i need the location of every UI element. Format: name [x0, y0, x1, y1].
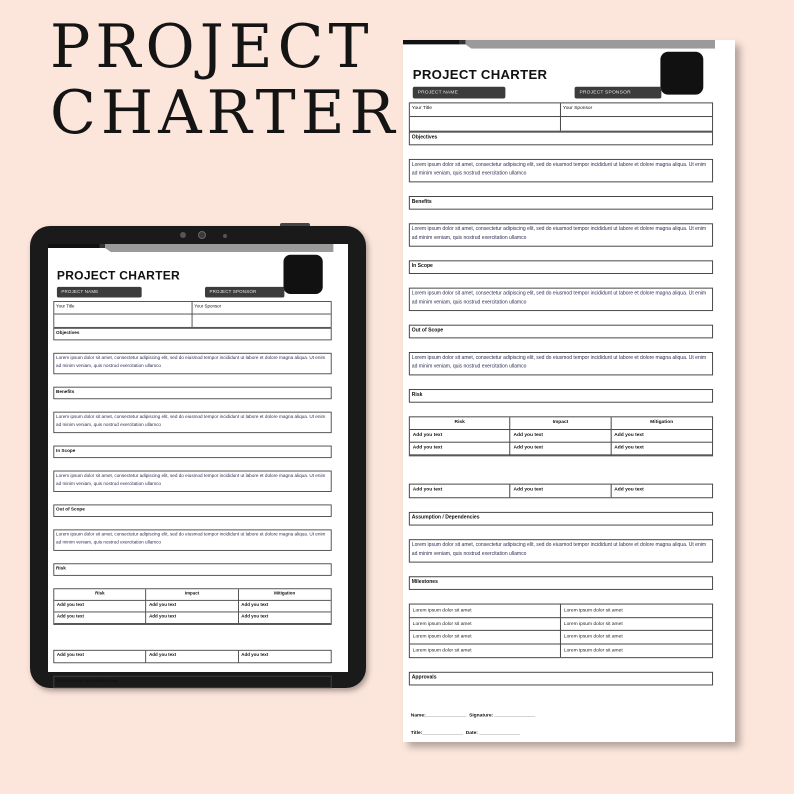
mitigation-cell[interactable]: Add you text [611, 430, 712, 443]
tablet-charter-page [48, 244, 348, 684]
out-of-scope-heading: Out of Scope [53, 504, 331, 516]
page-break-gap [53, 625, 331, 650]
benefits-heading: Benefits [53, 387, 331, 399]
your-sponsor-field[interactable]: Your Sponsor [193, 302, 331, 314]
spacer [409, 338, 713, 352]
spacer [409, 498, 713, 512]
meta-row [57, 287, 284, 298]
assumption-heading: Assumption / Dependencies [53, 676, 331, 688]
out-of-scope-text[interactable]: Lorem ipsum dolor sit amet, consectetur adipiscing elit, sed do eiusmod tempor incididunt ut labore et dolore magna aliqua. Ut enim ad minim veniam, quis nostrud exercitation ullamco [409, 352, 713, 375]
mitigation-cell[interactable]: Add you text [614, 486, 644, 493]
hero-title [50, 14, 400, 146]
assumption-text[interactable]: Lorem ipsum dolor sit amet, consectetur adipiscing elit, sed do eiusmod tempor incididunt ut labore et dolore magna aliqua. Ut enim ad minim veniam, quis nostrud exercitation ullamco [409, 539, 713, 562]
approvals-heading: Approvals [409, 672, 713, 686]
risk-table [409, 416, 713, 456]
risk-heading: Risk [409, 389, 713, 403]
benefits-text[interactable]: Lorem ipsum dolor sit amet, consectetur adipiscing elit, sed do eiusmod tempor incididunt ut labore et dolore magna aliqua. Ut enim ad minim veniam, quis nostrud exercitation ullamco [409, 223, 713, 246]
risk-table [53, 588, 331, 625]
spacer [53, 340, 331, 352]
spacer [53, 433, 331, 445]
sponsor-value-field[interactable] [561, 117, 712, 131]
title-sponsor-grid [53, 301, 331, 328]
out-of-scope-heading: Out of Scope [409, 325, 713, 339]
your-title-field[interactable]: Your Title [54, 302, 192, 314]
sponsor-value-field[interactable] [193, 314, 331, 326]
spacer [409, 526, 713, 540]
page-break-gap [409, 456, 713, 483]
mitigation-column-header: Mitigation [239, 589, 331, 601]
spacer [53, 551, 331, 563]
milestones-table [409, 604, 713, 659]
impact-cell[interactable]: Add you text [146, 601, 238, 613]
spacer [409, 247, 713, 261]
impact-cell[interactable]: Add you text [511, 430, 612, 443]
milestone-cell[interactable]: Lorem ipsum dolor sit amet [410, 644, 561, 657]
spacer [409, 274, 713, 288]
header-band [48, 244, 333, 252]
risk-cell[interactable]: Add you text [54, 651, 146, 663]
risk-cell[interactable]: Add you text [410, 443, 511, 456]
tablet-power-button [280, 223, 310, 226]
document-body [53, 301, 331, 688]
spacer [53, 576, 331, 588]
risk-cell[interactable]: Add you text [410, 430, 511, 443]
signature-line-name[interactable]: Name:_______________ Signature: _______________ [410, 712, 536, 719]
spacer [53, 492, 331, 504]
risk-cell[interactable]: Add you text [54, 601, 146, 613]
spacer [409, 590, 713, 604]
spacer [409, 375, 713, 389]
project-name-field[interactable]: PROJECT NAME [57, 287, 142, 298]
milestone-cell[interactable]: Lorem ipsum dolor sit amet [410, 631, 561, 644]
spacer [409, 563, 713, 577]
hero-title-line-1: PROJECT [50, 12, 374, 82]
project-sponsor-field[interactable]: PROJECT SPONSOR [575, 87, 662, 99]
milestone-cell[interactable]: Lorem ipsum dolor sit amet [561, 631, 712, 644]
impact-cell[interactable]: Add you text [146, 612, 238, 624]
milestone-cell[interactable]: Lorem ipsum dolor sit amet [410, 605, 561, 618]
spacer [53, 663, 331, 675]
document-title: PROJECT CHARTER [412, 67, 548, 82]
objectives-text[interactable]: Lorem ipsum dolor sit amet, consectetur adipiscing elit, sed do eiusmod tempor incididunt ut labore et dolore magna aliqua. Ut enim ad minim veniam, quis nostrud exercitation ullamco [53, 353, 331, 374]
your-sponsor-field[interactable]: Your Sponsor [561, 103, 712, 117]
in-scope-heading: In Scope [53, 446, 331, 458]
spacer [409, 403, 713, 417]
full-charter-page [403, 40, 735, 742]
spacer [409, 658, 713, 672]
milestones-heading: Milestones [409, 576, 713, 590]
risk-table-continued [409, 484, 713, 499]
tablet-light-sensor [223, 234, 227, 238]
risk-column-header: Risk [54, 589, 146, 601]
risk-cell[interactable]: Add you text [54, 612, 146, 624]
spacer [409, 182, 713, 196]
hero-title-line-2: CHARTER [50, 78, 400, 148]
impact-cell[interactable]: Add you text [511, 485, 612, 498]
tablet-camera [198, 231, 206, 239]
project-name-field[interactable]: PROJECT NAME [413, 87, 506, 99]
mitigation-cell[interactable]: Add you text [239, 612, 331, 624]
tablet-screen [48, 244, 348, 684]
out-of-scope-text[interactable]: Lorem ipsum dolor sit amet, consectetur adipiscing elit, sed do eiusmod tempor incididunt ut labore et dolore magna aliqua. Ut enim ad minim veniam, quis nostrud exercitation ullamco [53, 529, 331, 550]
benefits-heading: Benefits [409, 196, 713, 210]
impact-column-header: Impact [511, 417, 612, 430]
mitigation-column-header: Mitigation [611, 417, 712, 430]
impact-cell[interactable]: Add you text [146, 651, 238, 663]
spacer [409, 311, 713, 325]
title-value-field[interactable] [410, 117, 561, 131]
spacer [53, 374, 331, 386]
objectives-heading: Objectives [409, 132, 713, 146]
meta-row [413, 87, 662, 99]
assumption-heading: Assumption / Dependencies [409, 512, 713, 526]
project-sponsor-field[interactable]: PROJECT SPONSOR [205, 287, 284, 298]
risk-heading: Risk [53, 563, 331, 575]
impact-cell[interactable]: Add you text [511, 443, 612, 456]
milestone-cell[interactable]: Lorem ipsum dolor sit amet [561, 605, 712, 618]
risk-cell[interactable]: Add you text [410, 485, 511, 498]
milestone-cell[interactable]: Lorem ipsum dolor sit amet [563, 646, 623, 653]
spacer [409, 685, 713, 705]
spacer [409, 210, 713, 224]
impact-column-header: Impact [146, 589, 238, 601]
spacer [409, 145, 713, 159]
title-value-field[interactable] [54, 314, 192, 326]
objectives-heading: Objectives [53, 328, 331, 340]
benefits-text[interactable]: Lorem ipsum dolor sit amet, consectetur adipiscing elit, sed do eiusmod tempor incididunt ut labore et dolore magna aliqua. Ut enim ad minim veniam, quis nostrud exercitation ullamco [53, 412, 331, 433]
mitigation-cell[interactable]: Add you text [239, 601, 331, 613]
in-scope-heading: In Scope [409, 260, 713, 274]
spacer [53, 399, 331, 411]
risk-table-continued [53, 650, 331, 663]
spacer [53, 517, 331, 529]
tablet-device [30, 226, 366, 688]
tablet-sensor [180, 232, 186, 238]
objectives-text[interactable]: Lorem ipsum dolor sit amet, consectetur adipiscing elit, sed do eiusmod tempor incididunt ut labore et dolore magna aliqua. Ut enim ad minim veniam, quis nostrud exercitation ullamco [409, 159, 713, 182]
your-title-field[interactable]: Your Title [410, 103, 561, 117]
in-scope-text[interactable]: Lorem ipsum dolor sit amet, consectetur adipiscing elit, sed do eiusmod tempor incididunt ut labore et dolore magna aliqua. Ut enim ad minim veniam, quis nostrud exercitation ullamco [53, 471, 331, 492]
document-body [409, 102, 713, 744]
mitigation-cell[interactable]: Add you text [611, 443, 712, 456]
mitigation-cell[interactable]: Add you text [241, 652, 269, 658]
signature-line-title[interactable]: Title:_______________ Date: _______________ [410, 730, 520, 737]
in-scope-text[interactable]: Lorem ipsum dolor sit amet, consectetur adipiscing elit, sed do eiusmod tempor incididunt ut labore et dolore magna aliqua. Ut enim ad minim veniam, quis nostrud exercitation ullamco [409, 288, 713, 311]
document-title: PROJECT CHARTER [56, 268, 181, 283]
logo-placeholder [660, 52, 703, 95]
logo-placeholder [283, 255, 322, 294]
spacer [53, 458, 331, 470]
header-band [403, 40, 715, 49]
title-sponsor-grid [409, 102, 713, 131]
milestone-cell[interactable]: Lorem ipsum dolor sit amet [410, 618, 561, 631]
risk-column-header: Risk [410, 417, 511, 430]
milestone-cell[interactable]: Lorem ipsum dolor sit amet [561, 618, 712, 631]
